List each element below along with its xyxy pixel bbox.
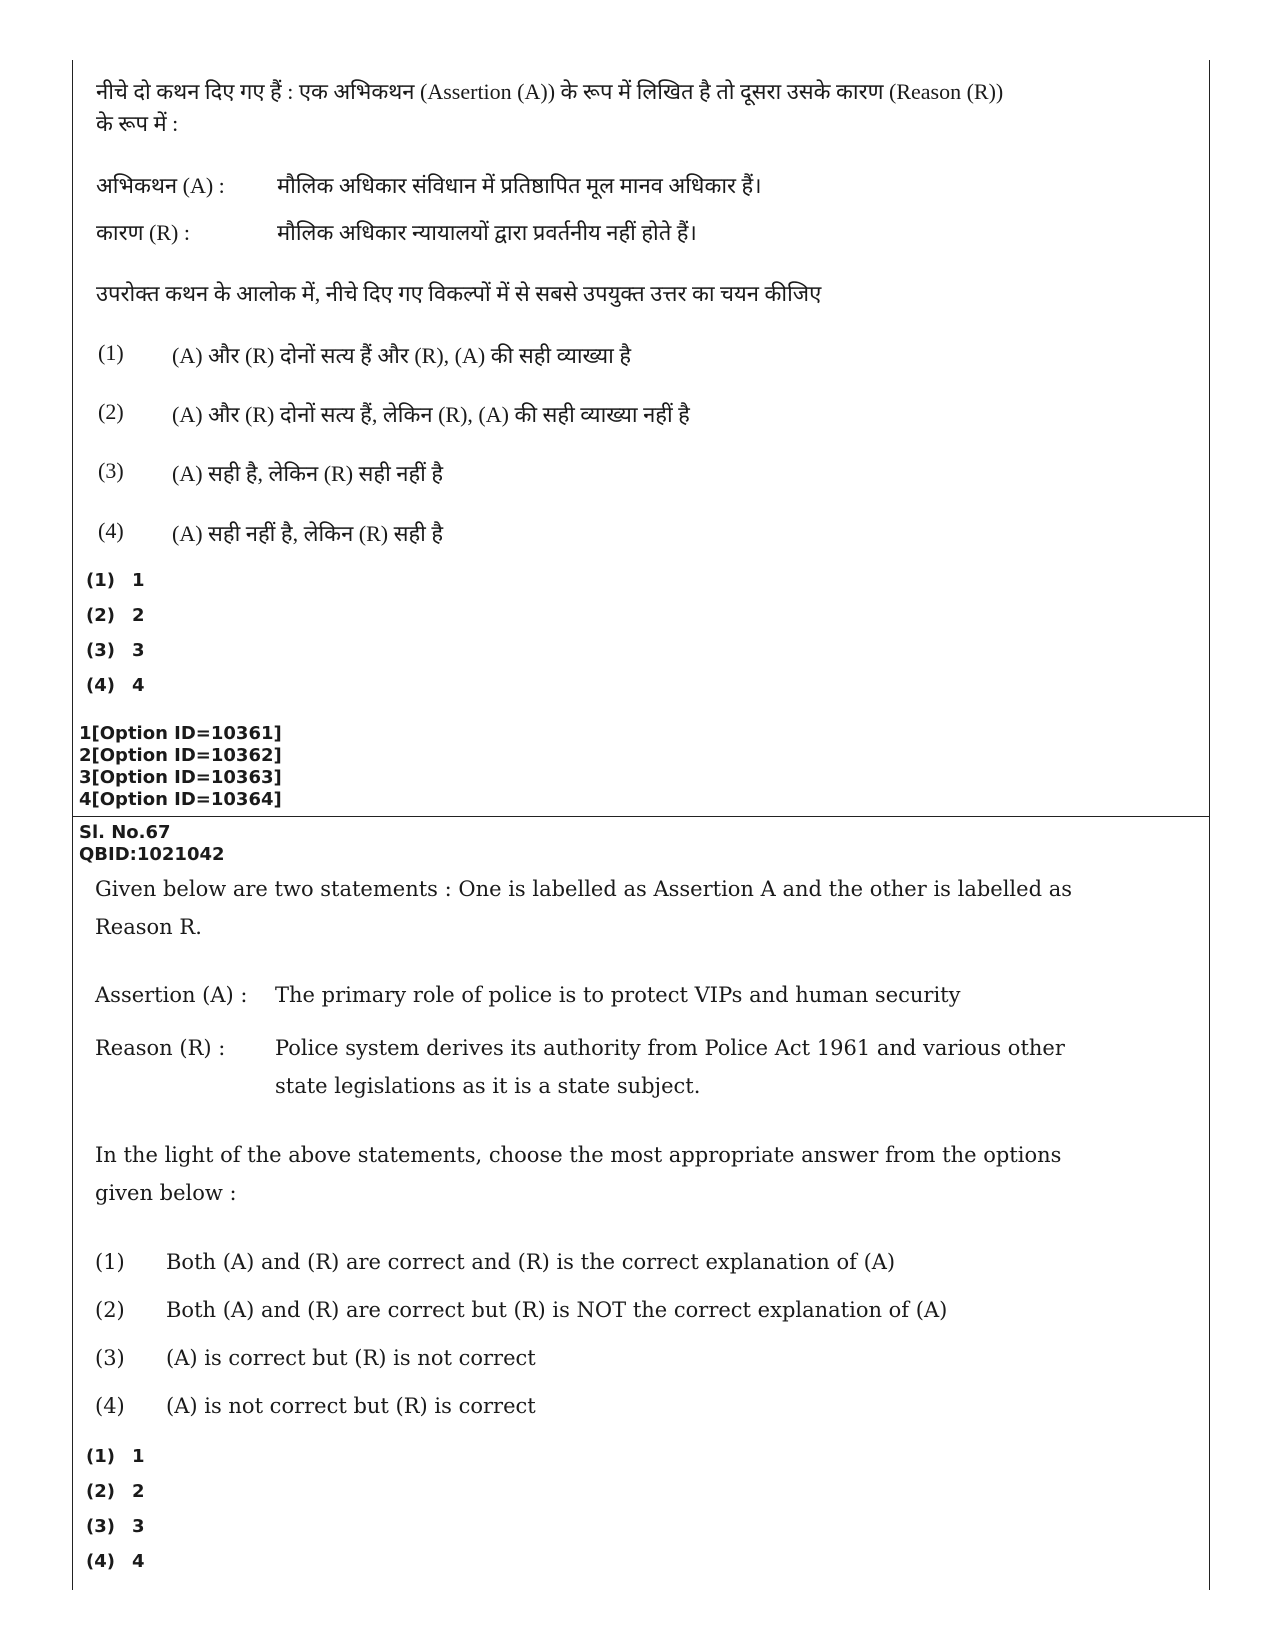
q66-option-4-num: (4) <box>98 518 124 543</box>
q66-option-4-text: (A) सही नहीं है, लेकिन (R) सही है <box>172 521 444 546</box>
q67-assertion-text: The primary role of police is to protect VIPs and human security <box>275 983 961 1007</box>
q66-response-2: (2) 2 <box>86 605 145 626</box>
q66-reason-label: कारण (R) : <box>96 220 190 245</box>
q66-intro-line1: नीचे दो कथन दिए गए हैं : एक अभिकथन (Assertion (A)) के रूप में लिखित है तो दूसरा उसके कारण (Reason (R)) <box>96 79 1004 104</box>
q66-option-ids <box>79 723 282 811</box>
q67-option-4-text: (A) is not correct but (R) is correct <box>166 1394 536 1418</box>
qbid: QBID:1021042 <box>79 844 225 865</box>
q66-response-4: (4) 4 <box>86 675 145 696</box>
q67-meta <box>79 822 225 866</box>
q67-prompt-line1: In the light of the above statements, choose the most appropriate answer from the options <box>95 1143 1062 1167</box>
q66-intro-line2: के रूप में : <box>96 111 179 136</box>
q66-option-1-text: (A) और (R) दोनों सत्य हैं और (R), (A) की सही व्याख्या है <box>172 343 632 368</box>
q67-reason-text-line1: Police system derives its authority from Police Act 1961 and various other <box>275 1036 1065 1060</box>
q66-option-3-num: (3) <box>98 458 124 483</box>
q66-assertion-label: अभिकथन (A) : <box>96 173 225 198</box>
q67-option-2-num: (2) <box>95 1298 125 1322</box>
q67-response-3: (3) 3 <box>86 1516 145 1537</box>
q67-intro-line1: Given below are two statements : One is labelled as Assertion A and the other is labelled as <box>95 877 1072 901</box>
question-divider <box>72 816 1210 817</box>
q66-response-3: (3) 3 <box>86 640 145 661</box>
q67-option-3-num: (3) <box>95 1346 125 1370</box>
q67-prompt-line2: given below : <box>95 1181 237 1205</box>
q67-intro-line2: Reason R. <box>95 915 202 939</box>
q66-option-2-num: (2) <box>98 399 124 424</box>
option-id-2: 2[Option ID=10362] <box>79 745 282 766</box>
q66-prompt: उपरोक्त कथन के आलोक में, नीचे दिए गए विकल्पों में से सबसे उपयुक्त उत्तर का चयन कीजिए <box>96 281 822 306</box>
q66-option-1-num: (1) <box>98 340 124 365</box>
q67-response-1: (1) 1 <box>86 1446 145 1467</box>
q66-option-2-text: (A) और (R) दोनों सत्य हैं, लेकिन (R), (A) की सही व्याख्या नहीं है <box>172 402 690 427</box>
right-border <box>1209 60 1210 1590</box>
q67-response-4: (4) 4 <box>86 1551 145 1572</box>
serial-number: Sl. No.67 <box>79 822 171 843</box>
option-id-3: 3[Option ID=10363] <box>79 767 282 788</box>
q67-option-1-text: Both (A) and (R) are correct and (R) is the correct explanation of (A) <box>166 1250 896 1274</box>
q66-response-1: (1) 1 <box>86 570 145 591</box>
q67-reason-label: Reason (R) : <box>95 1036 226 1060</box>
left-border <box>72 60 73 1590</box>
q67-reason-text-line2: state legislations as it is a state subject. <box>275 1074 701 1098</box>
q67-assertion-label: Assertion (A) : <box>95 983 248 1007</box>
option-id-1: 1[Option ID=10361] <box>79 723 282 744</box>
q67-option-1-num: (1) <box>95 1250 125 1274</box>
q67-response-2: (2) 2 <box>86 1481 145 1502</box>
q67-option-3-text: (A) is correct but (R) is not correct <box>166 1346 536 1370</box>
q67-option-4-num: (4) <box>95 1394 125 1418</box>
q66-assertion-text: मौलिक अधिकार संविधान में प्रतिष्ठापित मूल मानव अधिकार हैं। <box>277 173 762 198</box>
q67-option-2-text: Both (A) and (R) are correct but (R) is NOT the correct explanation of (A) <box>166 1298 948 1322</box>
q66-reason-text: मौलिक अधिकार न्यायालयों द्वारा प्रवर्तनीय नहीं होते हैं। <box>277 220 697 245</box>
option-id-4: 4[Option ID=10364] <box>79 789 282 810</box>
q66-option-3-text: (A) सही है, लेकिन (R) सही नहीं है <box>172 461 444 486</box>
